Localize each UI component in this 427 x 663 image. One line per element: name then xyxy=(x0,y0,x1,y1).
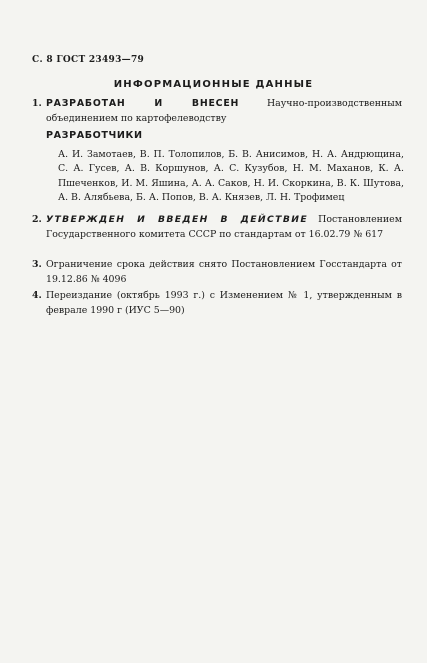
item-text: Ограничение срока действия снято Постановлением Госстандарта от 19.12.86 № 4096 xyxy=(46,259,402,285)
item-body xyxy=(46,258,402,287)
item-body xyxy=(46,97,402,126)
info-item-2 xyxy=(32,213,402,242)
item-text: Постановлением Государственного комитета СССР по стандартам от 16.02.79 № 617 xyxy=(46,214,402,240)
item-body xyxy=(46,213,402,242)
item-lead: РАЗРАБОТАН И ВНЕСЕН xyxy=(46,98,240,109)
developers-list: А. И. Замотаев, В. П. Толопилов, Б. В. Анисимов, Н. А. Андрющина, С. А. Гусев, А. В. Коршунов, А. С. Кузубов, Н. М. Маханов, К. А. Пшеченков, И. М. Яшина, А. А. Саков, Н. И. Скоркина, В. К. Шутова, А. В. Алябьева, Б. А. Попов, В. А. Князев, Л. Н. Трофимец xyxy=(58,149,404,203)
item-number: 3. xyxy=(32,259,42,270)
page-title: ИНФОРМАЦИОННЫЕ ДАННЫЕ xyxy=(113,79,314,90)
info-item-3 xyxy=(32,258,402,287)
item-lead: УТВЕРЖДЕН И ВВЕДЕН В ДЕЙСТВИЕ xyxy=(46,214,308,225)
item-text: Научно-производственным объединением по картофелеводству xyxy=(46,98,402,124)
info-item-1 xyxy=(32,97,402,126)
item-text: Переиздание (октябрь 1993 г.) с Изменением № 1, утвержденным в феврале 1990 г (ИУС 5—90) xyxy=(46,290,402,316)
item-number: 1. xyxy=(32,98,42,109)
info-item-4 xyxy=(32,289,402,318)
item-number: 4. xyxy=(32,290,42,301)
item-body xyxy=(46,289,402,318)
page-header: С. 8 ГОСТ 23493—79 xyxy=(32,55,145,65)
item-number: 2. xyxy=(32,214,42,225)
developers-heading: РАЗРАБОТЧИКИ xyxy=(46,130,143,141)
